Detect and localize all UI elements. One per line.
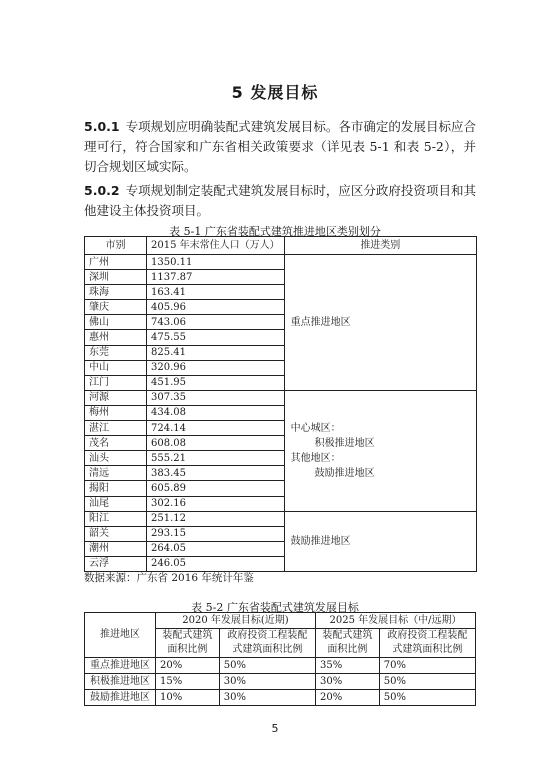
- table-row: [85, 674, 476, 690]
- table2-caption: 表 5-2 广东省装配式建筑发展目标: [191, 601, 359, 614]
- city-cell: 江门: [85, 375, 147, 390]
- population-cell: 475.55: [147, 330, 285, 345]
- population-cell: 825.41: [147, 345, 285, 360]
- ratio-cell: 50%: [219, 658, 315, 674]
- ratio-cell: 30%: [219, 690, 315, 706]
- city-cell: 揭阳: [85, 481, 147, 496]
- table-row: [85, 658, 476, 674]
- population-cell: 293.15: [147, 526, 285, 541]
- city-cell: 珠海: [85, 285, 147, 300]
- city-cell: 汕头: [85, 451, 147, 466]
- population-cell: 251.12: [147, 511, 285, 526]
- header-2025-target: 2025 年发展目标（中/远期）: [315, 613, 475, 629]
- clause-text: 专项规划应明确装配式建筑发展目标。各市确定的发展目标应合理可行，符合国家和广东省相关政策要求（详见表 5-1 和表 5-2），并切合规划区域实际。: [84, 119, 476, 174]
- zone-name-cell: 重点推进地区: [85, 658, 156, 674]
- city-cell: 东莞: [85, 345, 147, 360]
- population-cell: 724.14: [147, 421, 285, 436]
- header-zone: 推进地区: [85, 613, 156, 658]
- population-cell: 555.21: [147, 451, 285, 466]
- zone-classification-table: [84, 236, 477, 572]
- city-cell: 河源: [85, 390, 147, 405]
- population-cell: 302.16: [147, 496, 285, 511]
- ratio-cell: 10%: [156, 690, 220, 706]
- population-cell: 383.45: [147, 466, 285, 481]
- ratio-cell: 50%: [379, 674, 475, 690]
- ratio-cell: 30%: [219, 674, 315, 690]
- city-cell: 湛江: [85, 421, 147, 436]
- ratio-cell: 20%: [315, 690, 379, 706]
- zone-name-cell: 积极推进地区: [85, 674, 156, 690]
- population-cell: 307.35: [147, 390, 285, 405]
- header-category: 推进类别: [284, 237, 476, 255]
- data-source-note: 数据来源：广东省 2016 年统计年鉴: [84, 572, 254, 584]
- population-cell: 1350.11: [147, 255, 285, 270]
- zone-line: 其他地区：: [290, 452, 341, 464]
- zone-key-promotion: 重点推进地区: [284, 255, 476, 391]
- city-cell: 云浮: [85, 556, 147, 571]
- city-cell: 广州: [85, 255, 147, 270]
- population-cell: 605.89: [147, 481, 285, 496]
- city-cell: 深圳: [85, 270, 147, 285]
- city-cell: 汕尾: [85, 496, 147, 511]
- table1-caption: 表 5-1 广东省装配式建筑推进地区类别划分: [169, 225, 381, 238]
- ratio-cell: 35%: [315, 658, 379, 674]
- table-row: [85, 690, 476, 706]
- city-cell: 韶关: [85, 526, 147, 541]
- zone-line: 鼓励推进地区: [314, 467, 375, 479]
- table-row: [85, 511, 477, 526]
- paragraph-5-0-2: [84, 181, 476, 221]
- city-cell: 肇庆: [85, 300, 147, 315]
- population-cell: 246.05: [147, 556, 285, 571]
- clause-number: 5.0.2: [84, 183, 120, 198]
- table-row: [85, 255, 477, 270]
- paragraph-5-0-1: [84, 117, 476, 177]
- development-target-table: [84, 612, 476, 706]
- city-cell: 惠州: [85, 330, 147, 345]
- subheader-area-ratio-2020: 装配式建筑 面积比例: [156, 629, 220, 658]
- population-cell: 163.41: [147, 285, 285, 300]
- population-cell: 608.08: [147, 436, 285, 451]
- ratio-cell: 20%: [156, 658, 220, 674]
- subheader-gov-ratio-2020: 政府投资工程装配 式建筑面积比例: [219, 629, 315, 658]
- table-header-row: [85, 613, 476, 629]
- zone-encourage-promotion: 鼓励推进地区: [284, 511, 476, 571]
- ratio-cell: 30%: [315, 674, 379, 690]
- city-cell: 中山: [85, 360, 147, 375]
- chapter-title: 5 发展目标: [231, 83, 319, 102]
- page-number: 5: [271, 722, 279, 735]
- header-population: 2015 年末常住人口（万人）: [147, 237, 285, 255]
- zone-mixed-promotion: [284, 390, 476, 511]
- clause-number: 5.0.1: [84, 119, 120, 134]
- zone-line: 积极推进地区: [314, 437, 375, 449]
- population-cell: 451.95: [147, 375, 285, 390]
- subheader-area-ratio-2025: 装配式建筑 面积比例: [315, 629, 379, 658]
- zone-name-cell: 鼓励推进地区: [85, 690, 156, 706]
- population-cell: 320.96: [147, 360, 285, 375]
- city-cell: 佛山: [85, 315, 147, 330]
- city-cell: 清远: [85, 466, 147, 481]
- population-cell: 1137.87: [147, 270, 285, 285]
- ratio-cell: 50%: [379, 690, 475, 706]
- table-row: [85, 390, 477, 405]
- population-cell: 743.06: [147, 315, 285, 330]
- zone-line: 中心城区：: [290, 422, 341, 434]
- clause-text: 专项规划制定装配式建筑发展目标时，应区分政府投资项目和其他建设主体投资项目。: [84, 183, 476, 218]
- population-cell: 434.08: [147, 405, 285, 420]
- table-header-row: [85, 237, 477, 255]
- header-2020-target: 2020 年发展目标(近期): [156, 613, 316, 629]
- city-cell: 梅州: [85, 405, 147, 420]
- population-cell: 405.96: [147, 300, 285, 315]
- ratio-cell: 70%: [379, 658, 475, 674]
- city-cell: 潮州: [85, 541, 147, 556]
- city-cell: 阳江: [85, 511, 147, 526]
- ratio-cell: 15%: [156, 674, 220, 690]
- header-city: 市别: [85, 237, 147, 255]
- population-cell: 264.05: [147, 541, 285, 556]
- subheader-gov-ratio-2025: 政府投资工程装配 式建筑面积比例: [379, 629, 475, 658]
- city-cell: 茂名: [85, 436, 147, 451]
